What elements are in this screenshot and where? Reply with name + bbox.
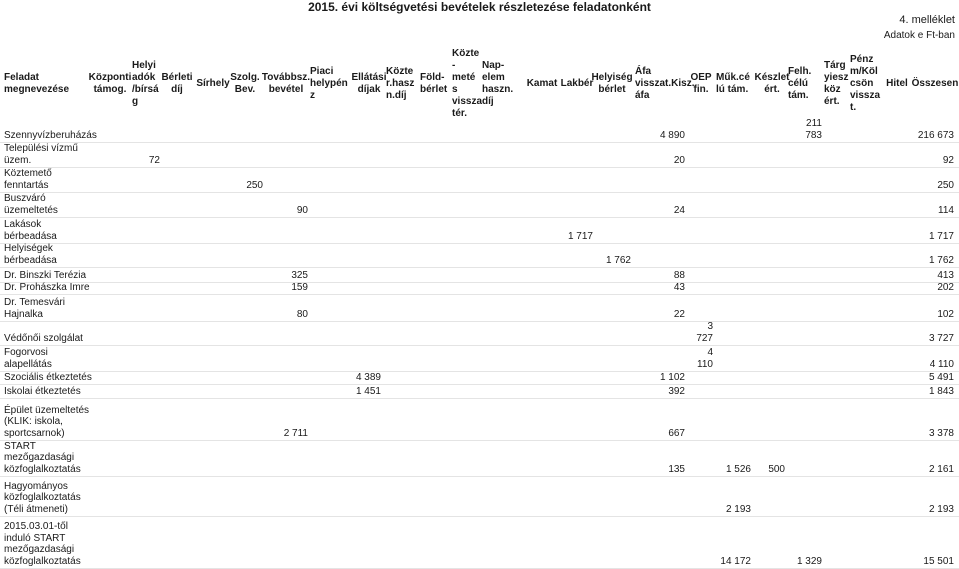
table-row (0, 321, 959, 345)
cell-berleti: 250 (246, 179, 263, 191)
table-row (0, 371, 959, 384)
cell-afa: 24 (673, 204, 685, 216)
column-header: Helyiség bérlet (591, 72, 633, 95)
cell-afa: 1 102 (659, 371, 685, 383)
table-row (0, 193, 959, 217)
column-header: Hitel (886, 78, 908, 89)
row-label: Épület üzemeltetés (KLIK: iskola, sportcsarnok) (4, 404, 90, 439)
cell-oep: 4 110 (697, 347, 713, 370)
table-row (0, 268, 959, 282)
row-label: Fogorvosi alapellátás (4, 347, 52, 370)
row-label: Dr. Prohászka Imre (4, 281, 90, 293)
row-label: Szennyvízberuházás (4, 129, 97, 141)
table-row (0, 296, 959, 321)
table-row (0, 398, 959, 440)
cell-muk: 14 172 (720, 555, 751, 567)
cell-keszlet: 500 (768, 463, 785, 475)
cell-muk: 1 526 (725, 463, 751, 475)
row-label: Hagyományos közfoglalkoztatás (Téli átmeneti) (4, 480, 81, 515)
cell-total: 413 (937, 269, 954, 281)
column-header: Kamat (526, 78, 558, 89)
page-title: 2015. évi költségvetési bevételek részletezése feladatonként (308, 0, 651, 14)
row-label: Dr. Temesvári Hajnalka (4, 297, 65, 320)
column-header: Ellátási díjak (351, 72, 387, 95)
row-label: Védőnői szolgálat (4, 332, 83, 344)
annex-label: 4. melléklet (899, 14, 955, 26)
row-label: Buszváró üzemeltetés (4, 193, 58, 216)
cell-muk: 2 193 (725, 503, 751, 515)
cell-ellatasi: 4 389 (355, 371, 381, 383)
table-row (0, 346, 959, 371)
cell-helyi: 72 (148, 154, 160, 166)
cell-total: 114 (938, 204, 954, 216)
column-header: Központi támog. (88, 72, 132, 95)
cell-total: 1 717 (928, 230, 954, 242)
row-label: Dr. Binszki Terézia (4, 269, 87, 281)
cell-afa: 4 890 (659, 129, 685, 141)
column-header: Közte r.hasz n.díj (386, 66, 415, 101)
cell-helyiseg: 1 762 (605, 254, 631, 266)
table-row (0, 476, 959, 516)
table-row (0, 168, 959, 192)
column-header: Helyi adók /bírsá g (132, 60, 159, 107)
table-row (0, 243, 959, 267)
cell-total: 15 501 (923, 555, 954, 567)
column-header: Összesen (911, 78, 959, 89)
column-header: Készlet ért. (754, 72, 790, 95)
column-header: Közte - meté s vissza tér. (452, 48, 483, 119)
column-header: Sírhely (196, 78, 230, 89)
row-divider (0, 294, 959, 295)
cell-tovabbsz: 80 (296, 308, 308, 320)
cell-total: 102 (937, 308, 954, 320)
cell-afa: 392 (668, 385, 685, 397)
row-label: Lakások bérbeadása (4, 219, 57, 242)
column-header: Továbbsz. bevétel (261, 72, 311, 95)
cell-felh: 1 329 (796, 555, 822, 567)
column-header: Szolg. Bev. (230, 72, 260, 95)
column-header: Nap- elem haszn. díj (482, 60, 514, 107)
column-header: Bérleti díj (161, 72, 193, 95)
cell-total: 2 161 (928, 463, 954, 475)
column-header: Műk.cé lú tám. (716, 72, 750, 95)
row-label: Helyiségek bérbeadása (4, 243, 57, 266)
cell-total: 92 (942, 154, 954, 166)
row-label: Köztemető fenntartás (4, 168, 52, 191)
table-row (0, 385, 959, 398)
column-header: Áfa visszat.Kisz. áfa (635, 66, 695, 101)
cell-oep: 3 727 (696, 321, 713, 344)
cell-tovabbsz: 325 (291, 269, 308, 281)
table-row (0, 440, 959, 476)
cell-total: 3 727 (928, 332, 954, 344)
column-header: Piaci helypén z (310, 66, 348, 101)
cell-total: 4 110 (929, 358, 954, 370)
row-label: START mezőgazdasági közfoglalkoztatás (4, 440, 81, 475)
cell-total: 202 (937, 281, 954, 293)
cell-tovabbsz: 2 711 (283, 427, 308, 439)
cell-afa: 135 (668, 463, 685, 475)
table-row (0, 516, 959, 568)
row-label: Települési vízmű üzem. (4, 143, 78, 166)
table-row (0, 143, 959, 167)
column-header: Feladat megnevezése (4, 72, 70, 95)
column-header: Föld- bérlet (420, 72, 448, 95)
cell-total: 216 673 (917, 129, 954, 141)
cell-tovabbsz: 90 (296, 204, 308, 216)
column-header: Pénz m/Köl csön vissza t. (850, 54, 881, 113)
cell-felh: 211 783 (805, 118, 822, 141)
row-label: Iskolai étkeztetés (4, 385, 81, 397)
cell-ellatasi: 1 451 (355, 385, 381, 397)
cell-afa: 667 (668, 427, 685, 439)
column-header: Lakbér (560, 78, 594, 89)
cell-total: 1 762 (928, 254, 954, 266)
table-row (0, 218, 959, 243)
column-header: Tárg yiesz köz ért. (824, 60, 849, 107)
table-row (0, 118, 959, 142)
cell-total: 250 (937, 179, 954, 191)
row-label: Szociális étkeztetés (4, 371, 92, 383)
cell-afa: 20 (673, 154, 685, 166)
cell-total: 2 193 (928, 503, 954, 515)
cell-total: 3 378 (928, 427, 954, 439)
cell-afa: 22 (673, 308, 685, 320)
column-header: OEP fin. (690, 72, 712, 95)
cell-total: 1 843 (928, 385, 954, 397)
cell-tovabbsz: 159 (291, 281, 308, 293)
cell-afa: 43 (673, 281, 685, 293)
table-row (0, 282, 959, 294)
cell-afa: 88 (673, 269, 685, 281)
row-label: 2015.03.01-től induló START mezőgazdasági közfoglalkoztatás (4, 521, 81, 567)
cell-lakber: 1 717 (567, 230, 593, 242)
cell-total: 5 491 (928, 371, 954, 383)
unit-label: Adatok e Ft-ban (883, 30, 955, 41)
column-header: Felh. célú tám. (788, 66, 812, 101)
